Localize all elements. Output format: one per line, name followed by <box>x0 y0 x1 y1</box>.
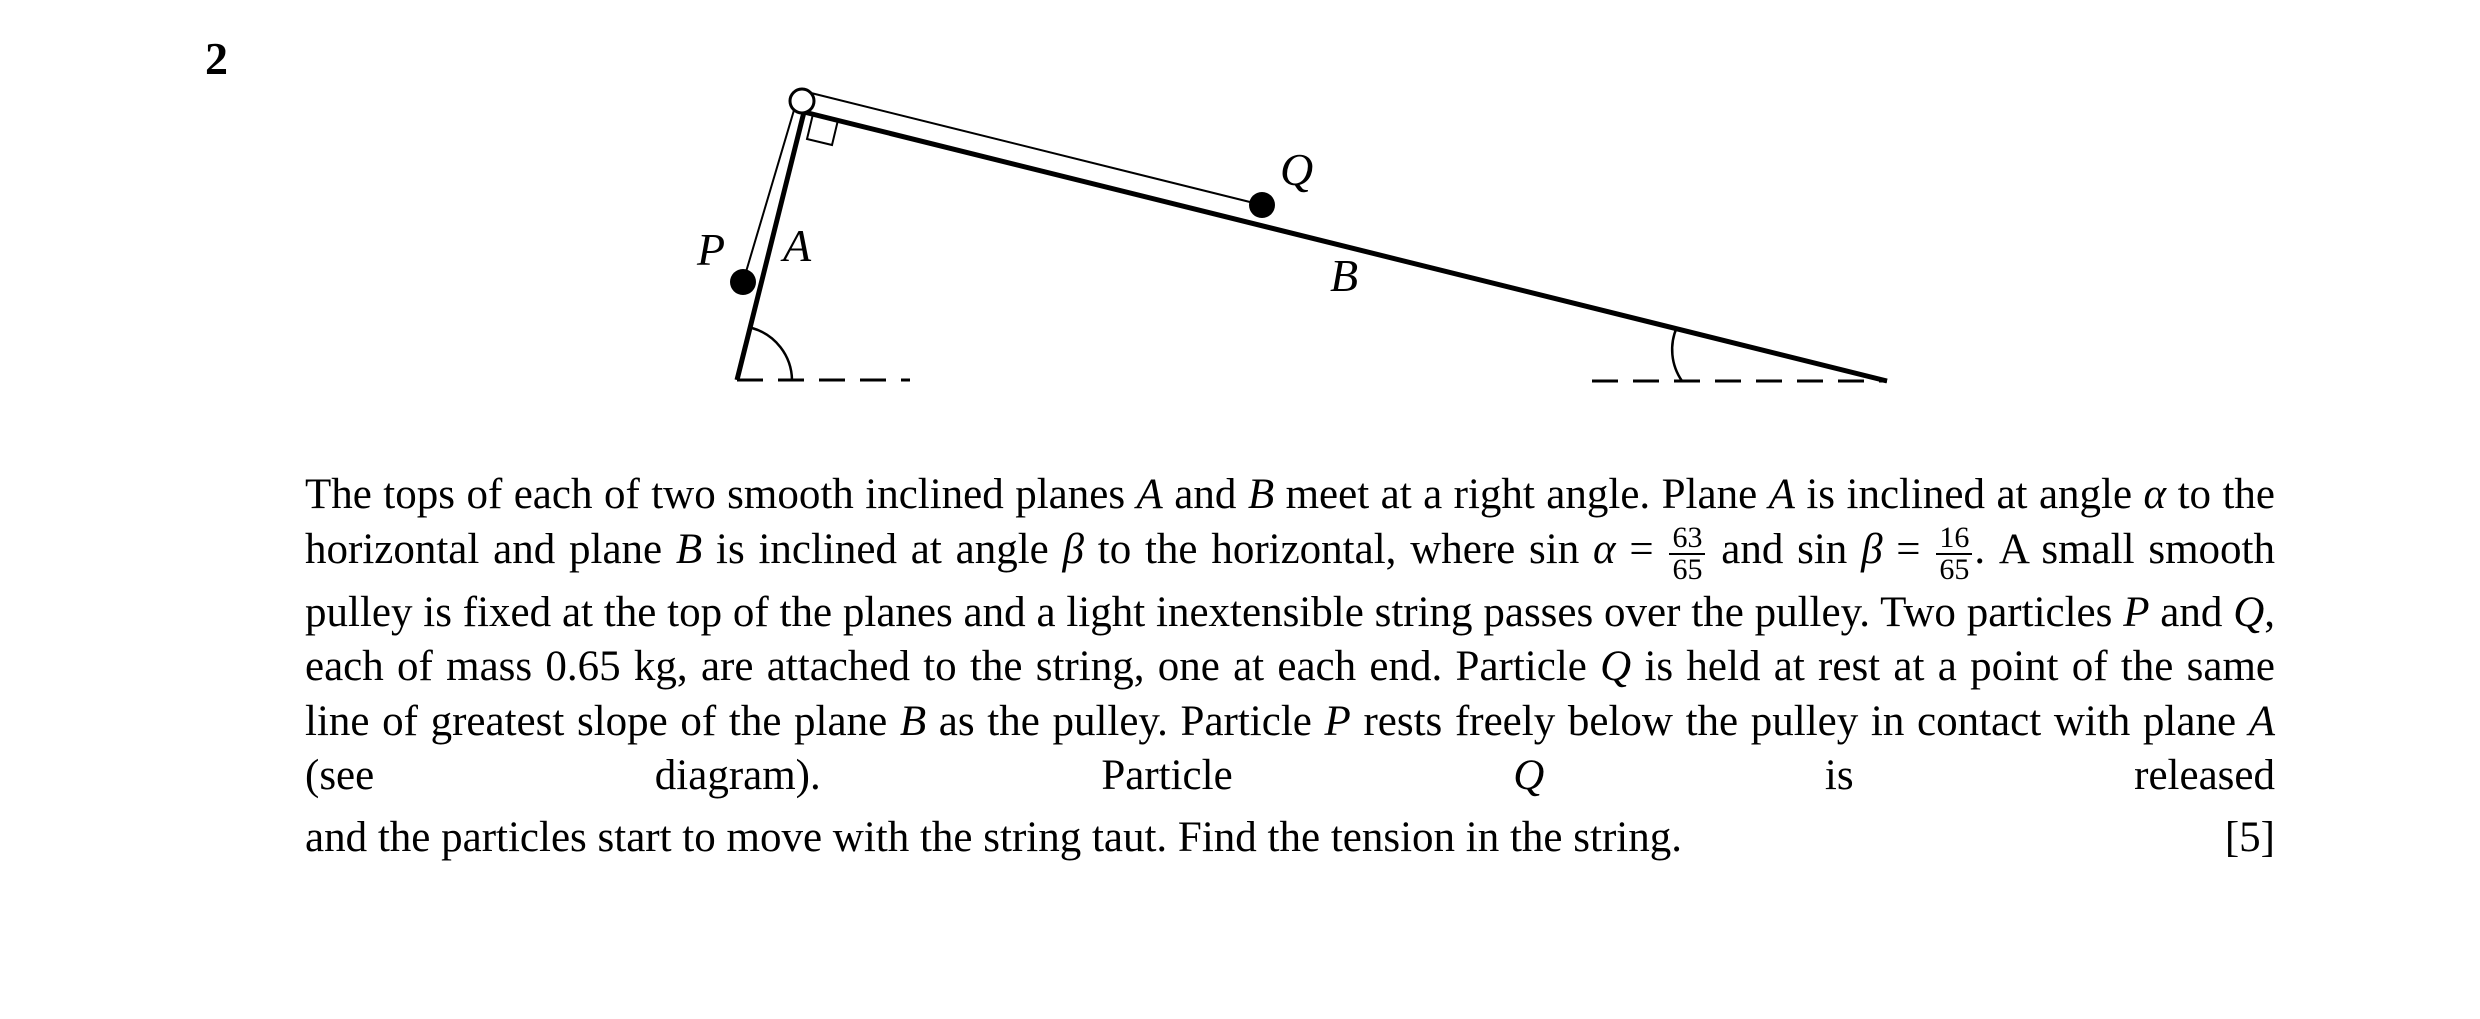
inclined-planes-diagram <box>0 0 2480 460</box>
particle-q <box>1249 192 1275 218</box>
label-a: A <box>783 220 812 271</box>
label-q: Q <box>1280 144 1314 195</box>
question-number: 2 <box>205 33 228 84</box>
pulley <box>790 89 814 113</box>
question-final-sentence: and the particles start to move with the string taut. Find the tension in the string. <box>305 814 1682 861</box>
label-p: P <box>697 224 726 275</box>
fraction-sin-beta: $\frac{16}{65}$ <box>1936 523 1972 586</box>
question-text: The tops of each of two smooth inclined planes A and B meet at a right angle. Plane A is inclined at angle α to the horizontal and plane B is inclined at angle β to the horizontal, where sin α = $\frac{63}{65}$ and sin β = $\frac{16}{65}$ . A small smooth pulley is fixed at the top of the planes and a light inextensible string passes over the pulley. Two particles P and Q, each of mass 0.65 kg, are attached to the string, one at each end. Particle Q is held at rest at a point of the same line of greatest slope of the plane B as the pulley. Particle P rests freely below the pulley in contact with plane A (see diagram). Particle Q is released <box>305 471 2276 800</box>
marks: [5] <box>2224 814 2275 861</box>
angle-arc-beta <box>1672 327 1682 381</box>
plane-b-surface <box>804 112 1887 381</box>
fraction-sin-alpha: $\frac{63}{65}$ <box>1669 523 1705 586</box>
question-final-line <box>305 811 2275 866</box>
string-on-plane-b <box>807 92 1262 205</box>
angle-arc-alpha <box>752 328 792 380</box>
particle-p <box>730 269 756 295</box>
label-b: B <box>1330 250 1359 301</box>
